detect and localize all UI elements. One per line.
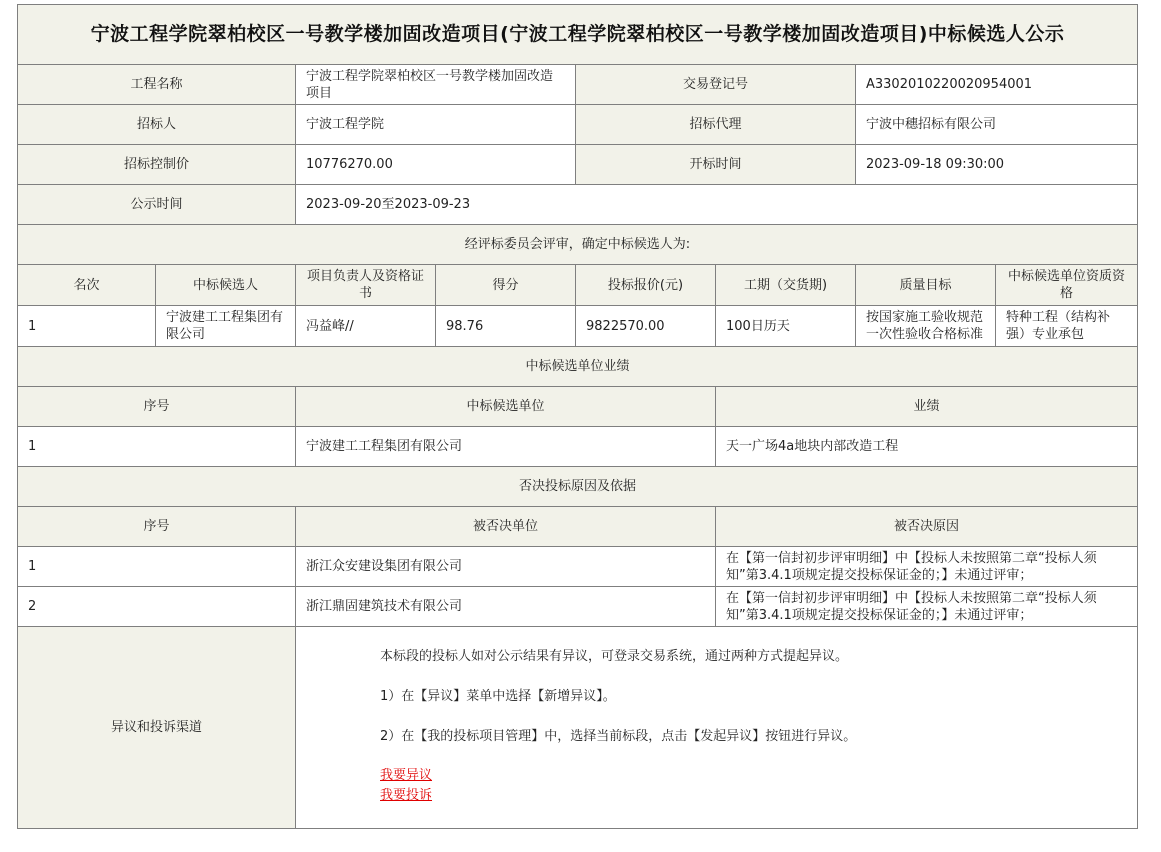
control-price-label: 招标控制价 [18, 145, 296, 185]
perf-performance: 天一广场4a地块内部改造工程 [716, 427, 1138, 467]
rej-unit: 浙江鼎固建筑技术有限公司 [296, 587, 716, 627]
candidate-price: 9822570.00 [576, 306, 716, 347]
rej-no: 1 [18, 547, 296, 587]
rejection-section-title: 否决投标原因及依据 [18, 467, 1138, 507]
rej-col-reason: 被否决原因 [716, 507, 1138, 547]
col-quality: 质量目标 [856, 265, 996, 306]
open-time-label: 开标时间 [576, 145, 856, 185]
rej-col-unit: 被否决单位 [296, 507, 716, 547]
rej-unit: 浙江众安建设集团有限公司 [296, 547, 716, 587]
table-row [18, 427, 1138, 467]
candidate-qualification: 特种工程（结构补强）专业承包 [996, 306, 1138, 347]
trade-reg-label: 交易登记号 [576, 65, 856, 105]
candidate-period: 100日历天 [716, 306, 856, 347]
objection-intro: 本标段的投标人如对公示结果有异议，可登录交易系统，通过两种方式提起异议。 [380, 649, 849, 664]
tenderer-value: 宁波工程学院 [296, 105, 576, 145]
evaluation-note: 经评标委员会评审，确定中标候选人为: [18, 225, 1138, 265]
candidate-header-row [18, 265, 1138, 306]
table-row [18, 306, 1138, 347]
rej-reason: 在【第一信封初步评审明细】中【投标人未按照第二章“投标人须知”第3.4.1项规定提交投标保证金的；】未通过评审； [716, 547, 1138, 587]
col-rank: 名次 [18, 265, 156, 306]
performance-section-title: 中标候选单位业绩 [18, 347, 1138, 387]
perf-col-unit: 中标候选单位 [296, 387, 716, 427]
col-manager: 项目负责人及资格证书 [296, 265, 436, 306]
perf-unit: 宁波建工工程集团有限公司 [296, 427, 716, 467]
table-row [18, 587, 1138, 627]
trade-reg-value: A3302010220020954001 [856, 65, 1138, 105]
col-price: 投标报价(元) [576, 265, 716, 306]
col-period: 工期（交货期) [716, 265, 856, 306]
objection-label: 异议和投诉渠道 [18, 627, 296, 829]
perf-col-performance: 业绩 [716, 387, 1138, 427]
agent-label: 招标代理 [576, 105, 856, 145]
notice-table [17, 4, 1138, 829]
col-candidate: 中标候选人 [156, 265, 296, 306]
publicity-label: 公示时间 [18, 185, 296, 225]
rej-reason: 在【第一信封初步评审明细】中【投标人未按照第二章“投标人须知”第3.4.1项规定提交投标保证金的；】未通过评审； [716, 587, 1138, 627]
rej-col-no: 序号 [18, 507, 296, 547]
candidate-name: 宁波建工工程集团有限公司 [156, 306, 296, 347]
perf-col-no: 序号 [18, 387, 296, 427]
table-row [18, 547, 1138, 587]
file-complaint-link[interactable]: 我要投诉 [380, 788, 433, 803]
candidate-quality: 按国家施工验收规范一次性验收合格标准 [856, 306, 996, 347]
candidate-rank: 1 [18, 306, 156, 347]
control-price-value: 10776270.00 [296, 145, 576, 185]
candidate-score: 98.76 [436, 306, 576, 347]
notice-title: 宁波工程学院翠柏校区一号教学楼加固改造项目(宁波工程学院翠柏校区一号教学楼加固改造项目)中标候选人公示 [18, 5, 1138, 65]
project-name-value: 宁波工程学院翠柏校区一号教学楼加固改造项目 [296, 65, 576, 105]
publicity-value: 2023-09-20至2023-09-23 [296, 185, 1138, 225]
agent-value: 宁波中穗招标有限公司 [856, 105, 1138, 145]
objection-content [296, 627, 1138, 829]
col-qualification: 中标候选单位资质资格 [996, 265, 1138, 306]
perf-no: 1 [18, 427, 296, 467]
col-score: 得分 [436, 265, 576, 306]
project-name-label: 工程名称 [18, 65, 296, 105]
candidate-manager: 冯益峰// [296, 306, 436, 347]
open-time-value: 2023-09-18 09:30:00 [856, 145, 1138, 185]
objection-way-2: 2）在【我的投标项目管理】中，选择当前标段，点击【发起异议】按钮进行异议。 [380, 729, 857, 744]
file-objection-link[interactable]: 我要异议 [380, 768, 433, 783]
objection-way-1: 1）在【异议】菜单中选择【新增异议】。 [380, 689, 616, 704]
tenderer-label: 招标人 [18, 105, 296, 145]
rej-no: 2 [18, 587, 296, 627]
performance-header-row [18, 387, 1138, 427]
rejection-header-row [18, 507, 1138, 547]
